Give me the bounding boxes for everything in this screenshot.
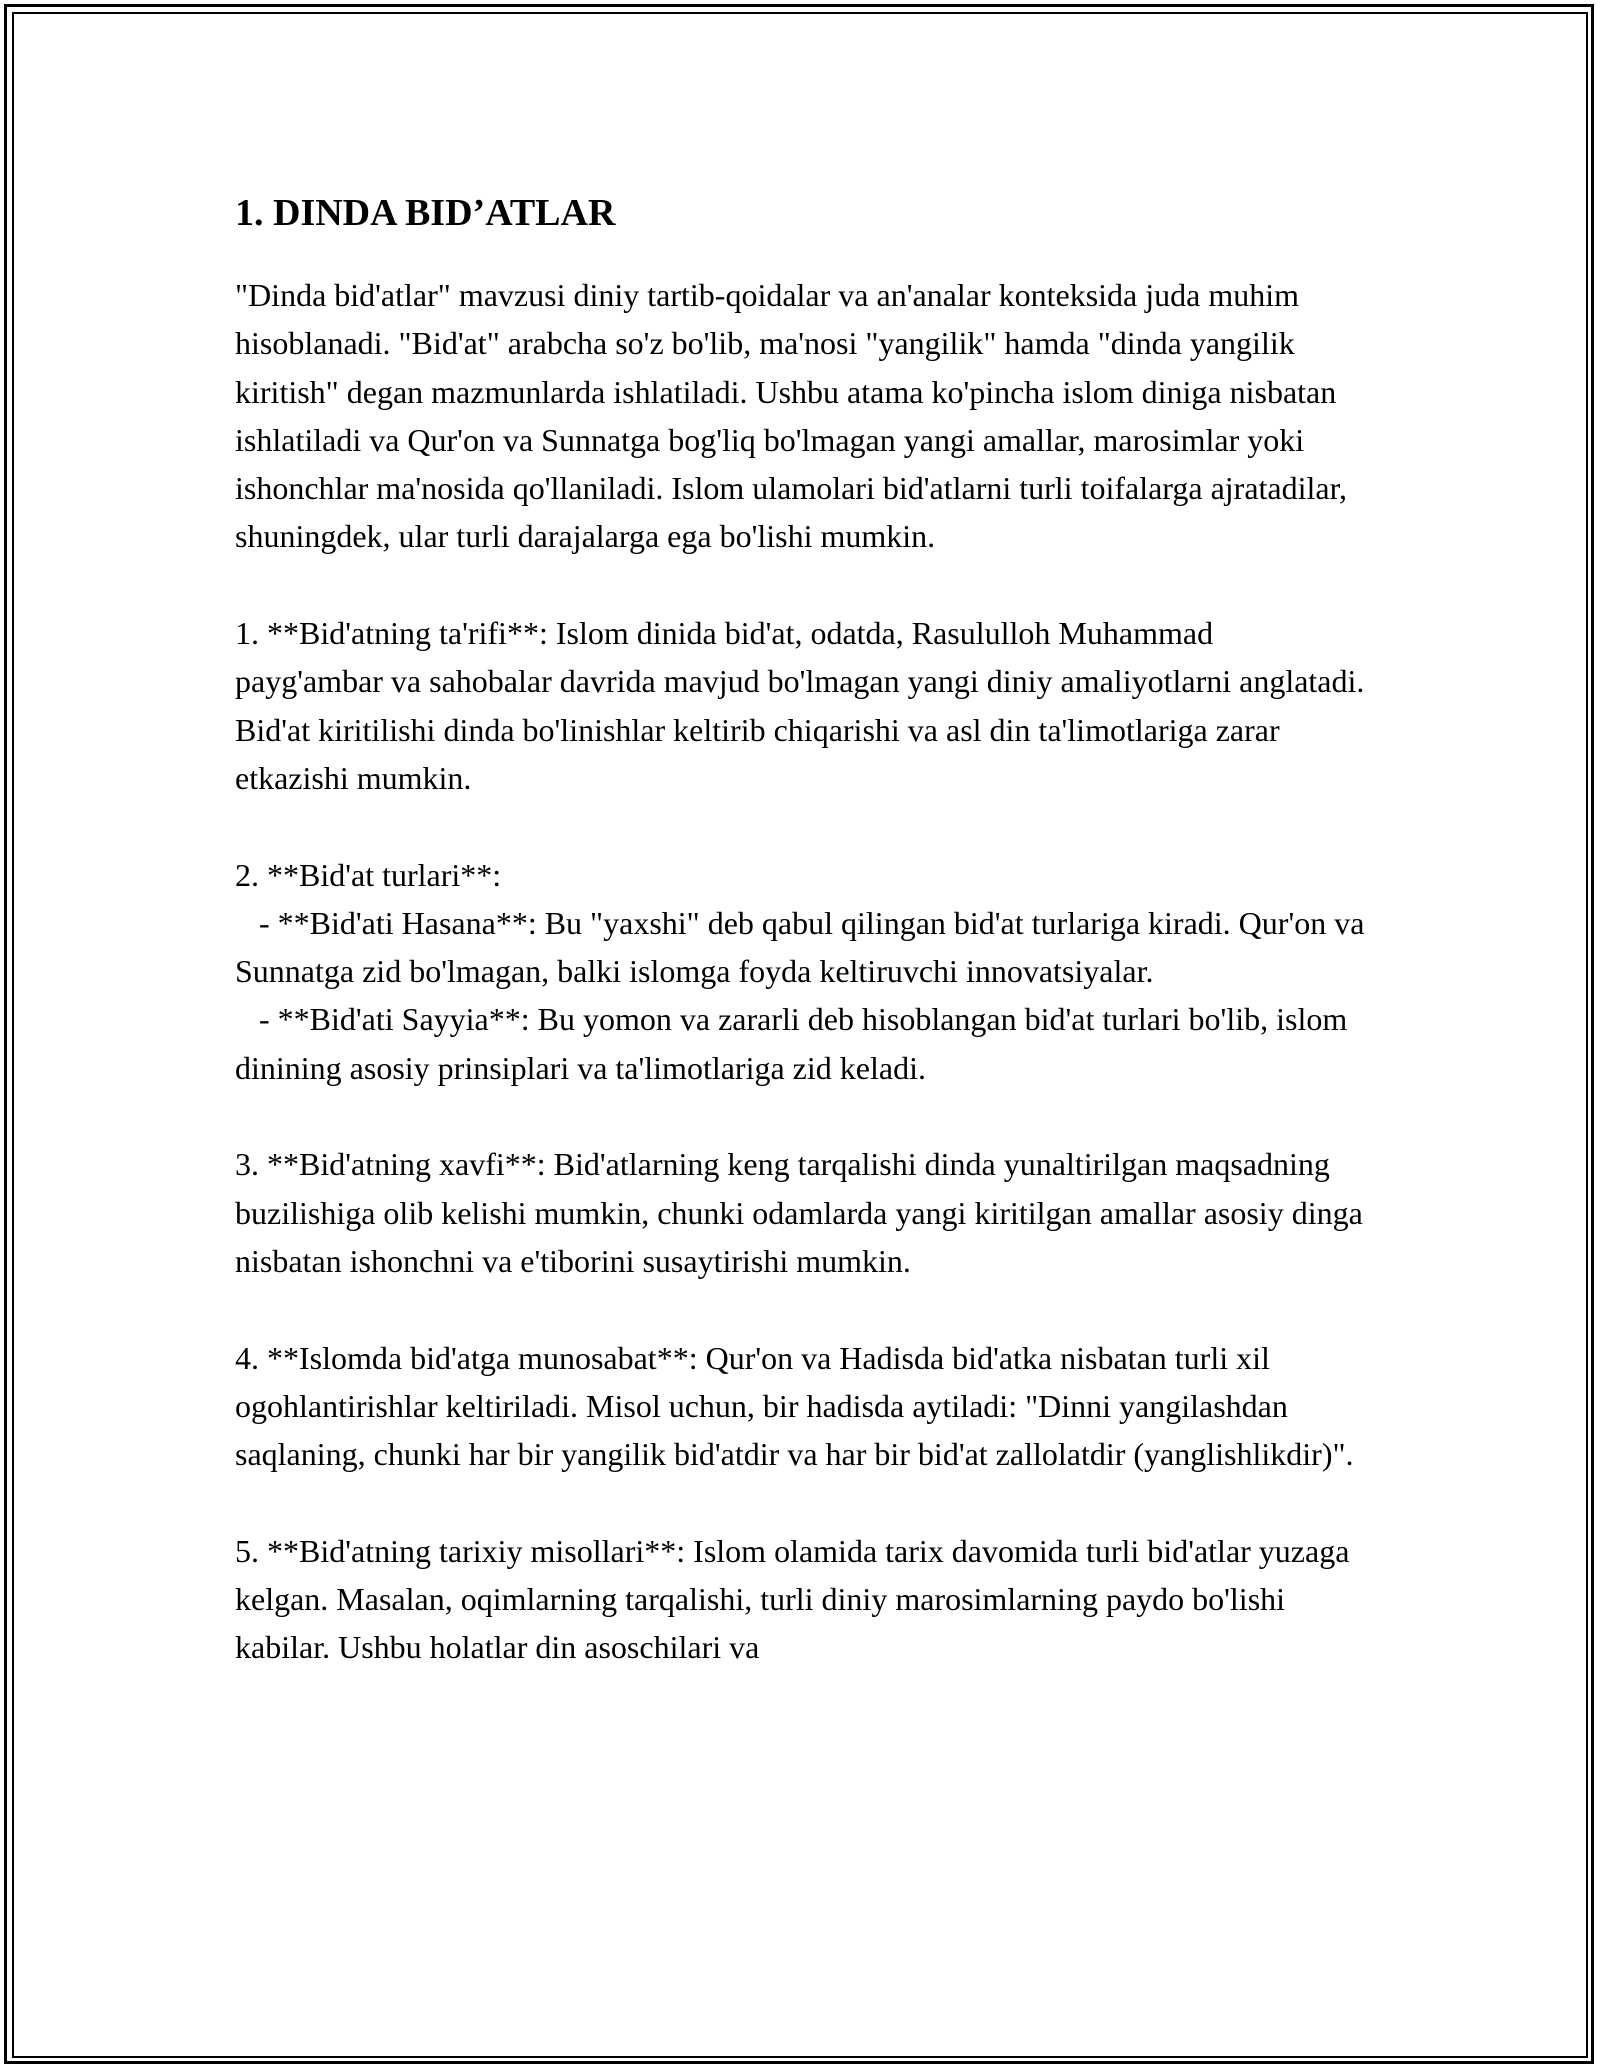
definition-paragraph: 1. **Bid'atning ta'rifi**: Islom dinida bid'at, odatda, Rasululloh Muhammad payg'ambar va sahobalar davrida mavjud bo'lmagan yangi diniy amaliyotlarni anglatadi. Bid'at kiritilishi dinda bo'linishlar keltirib chiqarishi va asl din ta'limotlariga zarar etkazishi mumkin. xyxy=(235,615,1373,796)
intro-paragraph: "Dinda bid'atlar" mavzusi diniy tartib-qoidalar va an'analar konteksida juda muhim hisoblanadi. "Bid'at" arabcha so'z bo'lib, ma'nosi "yangilik" hamda "dinda yangilik kiritish" degan mazmunlarda ishlatiladi. Ushbu atama ko'pincha islom diniga nisbatan ishlatiladi va Qur'on va Sunnatga bog'liq bo'lmagan yangi amallar, marosimlar yoki ishonchlar ma'nosida qo'llaniladi. Islom ulamolari bid'atlarni turli toifalarga ajratadilar, shuningdek, ular turli darajalarga ega bo'lishi mumkin. xyxy=(235,277,1355,555)
paragraph-spacer xyxy=(235,561,1365,609)
document-body xyxy=(235,185,1373,1672)
danger-paragraph: 3. **Bid'atning xavfi**: Bid'atlarning keng tarqalishi dinda yunaltirilgan maqsadning buzilishiga olib kelishi mumkin, chunki odamlarda yangi kiritilgan amallar asosiy dinga nisbatan ishonchni va e'tiborini susaytirishi mumkin. xyxy=(235,1146,1371,1279)
paragraph-spacer xyxy=(235,1092,1365,1140)
attitude-paragraph: 4. **Islomda bid'atga munosabat**: Qur'on va Hadisda bid'atka nisbatan turli xil ogohlantirishlar keltiriladi. Misol uchun, bir hadisda aytiladi: "Dinni yangilashdan saqlaning, chunki har bir yangilik bid'atdir va har bir bid'at zallolatdir (yanglishlikdir)". xyxy=(235,1339,1354,1473)
paragraph-spacer xyxy=(235,1478,1365,1526)
history-paragraph: 5. **Bid'atning tarixiy misollari**: Islom olamida tarix davomida turli bid'atlar yuzaga kelgan. Masalan, oqimlarning tarqalishi, turli diniy marosimlarning paydo bo'lishi kabilar. Ushbu holatlar din asoschilari va xyxy=(235,1532,1358,1666)
types-heading-paragraph: 2. **Bid'at turlari**: xyxy=(235,856,502,893)
section-heading: 1. DINDA BID’ATLAR xyxy=(235,192,616,234)
type-hasana-paragraph: - **Bid'ati Hasana**: Bu "yaxshi" deb qabul qilingan bid'at turlariga kiradi. Qur'on va Sunnatga zid bo'lmagan, balki islomga foyda keltiruvchi innovatsiyalar. xyxy=(235,904,1373,990)
type-sayyia-paragraph: - **Bid'ati Sayyia**: Bu yomon va zararli deb hisoblangan bid'at turlari bo'lib, islom dinining asosiy prinsiplari va ta'limotlariga zid keladi. xyxy=(235,1001,1356,1086)
paragraph-spacer xyxy=(235,1285,1365,1333)
paragraph-spacer xyxy=(235,802,1365,850)
